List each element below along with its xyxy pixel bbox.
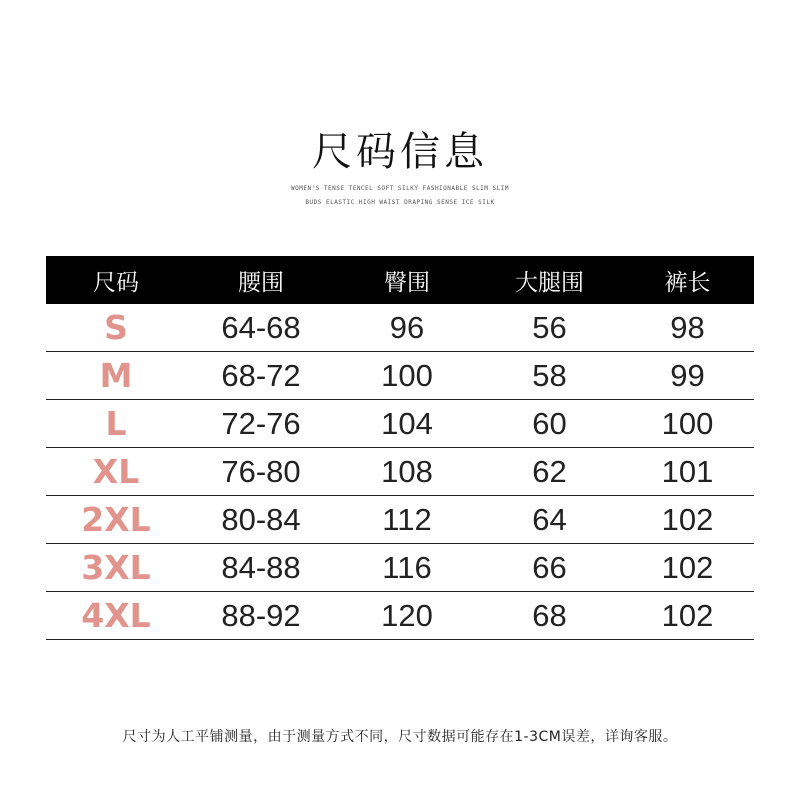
length-value: 102: [661, 597, 714, 633]
size-label: M: [99, 356, 133, 395]
table-row: [46, 544, 754, 592]
thigh-value: 68: [532, 597, 567, 633]
page-title: 尺码信息: [312, 129, 488, 175]
hip-value: 116: [382, 549, 432, 585]
table-header: [46, 256, 754, 304]
waist-value: 80-84: [221, 501, 301, 537]
size-table: [46, 256, 754, 640]
subtitle-line-1: WOMEN'S TENSE TENCEL SOFT SILKY FASHIONABLE SLIM SLIM: [291, 185, 509, 192]
hip-value: 108: [381, 453, 433, 489]
table-row: [46, 496, 754, 544]
thigh-value: 56: [532, 309, 567, 345]
header-hip: 臀围: [384, 269, 430, 296]
size-label: 3XL: [81, 548, 151, 587]
thigh-value: 62: [532, 453, 567, 489]
table-row: [46, 448, 754, 496]
size-label: L: [105, 404, 127, 443]
hip-value: 104: [381, 405, 433, 441]
waist-value: 84-88: [221, 549, 301, 585]
length-value: 102: [661, 501, 714, 537]
hip-value: 100: [381, 357, 433, 393]
table-row: [46, 304, 754, 352]
size-label: S: [104, 308, 128, 347]
waist-value: 76-80: [221, 453, 301, 489]
waist-value: 72-76: [221, 405, 301, 441]
length-value: 101: [661, 453, 714, 489]
header-thigh: 大腿围: [515, 269, 584, 296]
header-size: 尺码: [93, 269, 139, 296]
table-row: [46, 400, 754, 448]
table-row: [46, 352, 754, 400]
size-label: 2XL: [81, 500, 151, 539]
waist-value: 64-68: [221, 309, 301, 345]
subtitle-line-2: BUDS ELASTIC HIGH WAIST DRAPING SENSE ICE SILK: [305, 199, 495, 206]
thigh-value: 64: [532, 501, 567, 537]
thigh-value: 58: [532, 357, 567, 393]
size-label: 4XL: [81, 596, 151, 635]
hip-value: 112: [382, 501, 432, 537]
header-waist: 腰围: [238, 269, 284, 296]
length-value: 102: [661, 549, 714, 585]
table-row: [46, 592, 754, 640]
length-value: 98: [670, 309, 705, 345]
length-value: 100: [661, 405, 714, 441]
thigh-value: 60: [532, 405, 567, 441]
waist-value: 88-92: [221, 597, 301, 633]
length-value: 99: [670, 357, 705, 393]
header-length: 裤长: [664, 269, 711, 296]
measurement-note: 尺寸为人工平铺测量，由于测量方式不同，尺寸数据可能存在1-3CM误差，详询客服。: [122, 729, 678, 745]
size-label: XL: [92, 452, 140, 491]
thigh-value: 66: [532, 549, 567, 585]
hip-value: 96: [389, 309, 425, 345]
waist-value: 68-72: [221, 357, 301, 393]
hip-value: 120: [381, 597, 433, 633]
